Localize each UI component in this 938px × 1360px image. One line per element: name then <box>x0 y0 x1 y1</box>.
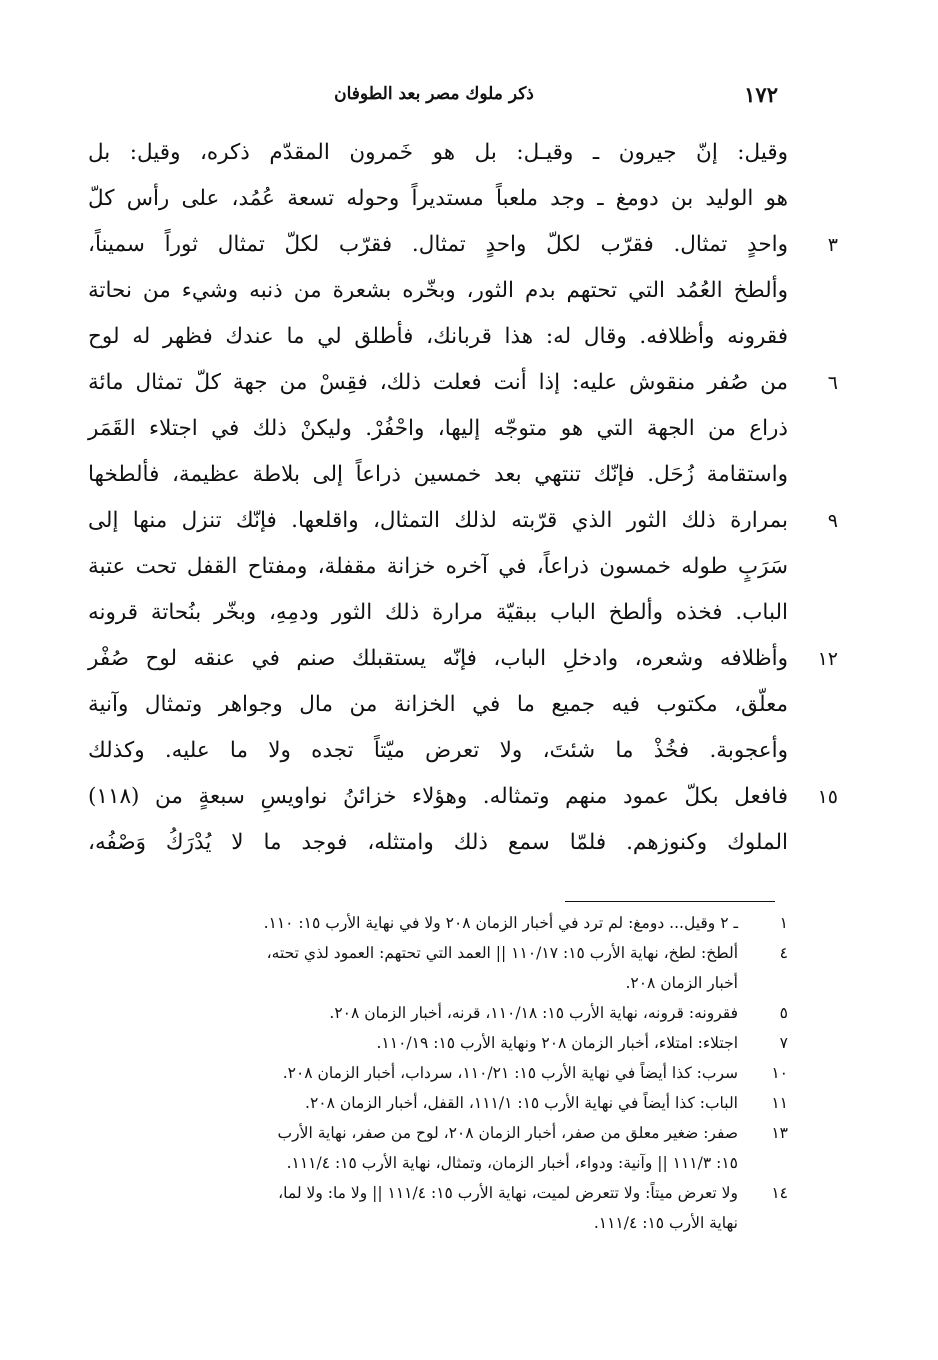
page-header <box>90 82 778 110</box>
footnote-number: ١٤ <box>771 1184 788 1202</box>
main-text <box>88 130 838 866</box>
text-line <box>88 268 788 314</box>
footnote-number: ٧ <box>779 1034 788 1052</box>
line-text: واحدٍ تمثال. فقرّب لكلّ واحدٍ تمثال. فقرّب لكلّ تمثال ثوراً سميناً، <box>88 232 788 257</box>
line-text: بمرارة ذلك الثور الذي قرّبته لذلك التمثال، واقلعها. فإنّك تنزل منها إلى <box>88 508 788 533</box>
text-line <box>88 774 838 820</box>
running-title: ذكر ملوك مصر بعد الطوفان <box>334 84 534 104</box>
text-line <box>88 176 788 222</box>
footnote-text: اجتلاء: امتلاء، أخبار الزمان ٢٠٨ ونهاية الأرب ١٥: ١١٠/١٩. <box>376 1034 738 1052</box>
footnote <box>88 908 788 938</box>
footnote-text: أخبار الزمان ٢٠٨. <box>625 974 738 992</box>
footnote-text: الباب: كذا أيضاً في نهاية الأرب ١٥: ١١١/١، القفل، أخبار الزمان ٢٠٨. <box>305 1094 738 1112</box>
text-line <box>88 222 838 268</box>
text-line <box>88 636 838 682</box>
line-text: فقرونه وأظلافه. وقال له: هذا قربانك، فأطلق لي ما عندك فظهر له لوح <box>88 324 788 349</box>
footnote-text: سرب: كذا أيضاً في نهاية الأرب ١٥: ١١٠/٢١، سرداب، أخبار الزمان ٢٠٨. <box>282 1064 738 1082</box>
footnote-number: ١١ <box>771 1094 788 1112</box>
text-line <box>88 360 838 406</box>
line-number: ١٥ <box>817 786 838 808</box>
footnote <box>88 938 788 998</box>
line-text: وألطخ العُمُد التي تحتهم بدم الثور، وبخّره بشعرة من ذنبه وشيء من نحاتة <box>88 278 788 303</box>
line-number: ٣ <box>827 234 838 256</box>
line-text: وأعجوبة. فخُذْ ما شئتَ، ولا تعرض ميّتاً تجده ولا ما عليه. وكذلك <box>88 738 788 763</box>
footnotes <box>88 908 788 1238</box>
footnote <box>88 1178 788 1238</box>
line-text: وأظلافه وشعره، وادخلِ الباب، فإنّه يستقبلك صنم في عنقه لوح صُفْر <box>88 646 788 671</box>
line-text: من صُفر منقوش عليه: إذا أنت فعلت ذلك، فقِسْ من جهة كلّ تمثال مائة <box>88 370 788 395</box>
footnote-text: ١٥: ١١١/٣ || وآنية: ودواء، أخبار الزمان، وتمثال، نهاية الأرب ١٥: ١١١/٤. <box>286 1154 738 1172</box>
footnote-number: ٤ <box>779 944 788 962</box>
text-line <box>88 544 788 590</box>
footnote <box>88 1118 788 1178</box>
line-text: الملوك وكنوزهم. فلمّا سمع ذلك وامتثله، فوجد ما لا يُدْرَكُ وَصْفُه، <box>88 830 788 855</box>
text-line <box>88 820 788 866</box>
text-line <box>88 406 788 452</box>
footnote <box>88 1058 788 1088</box>
footnote-number: ١٠ <box>771 1064 788 1082</box>
line-text: معلّق، مكتوب فيه جميع ما في الخزانة من مال وجواهر وتمثال وآنية <box>88 692 788 717</box>
footnote <box>88 998 788 1028</box>
footnote <box>88 1028 788 1058</box>
line-number: ١٢ <box>817 648 838 670</box>
footnote-number: ١ <box>779 914 788 932</box>
footnote-text: ـ ٢ وقيل... دومغ: لم ترد في أخبار الزمان ٢٠٨ ولا في نهاية الأرب ١٥: ١١٠. <box>263 914 738 932</box>
text-line <box>88 314 788 360</box>
line-text: فافعل بكلّ عمود منهم وتمثاله. وهؤلاء خزائنُ نواويسِ سبعةٍ من (١١٨) <box>88 784 788 809</box>
footnote-text: ولا تعرض ميتاً: ولا تتعرض لميت، نهاية الأرب ١٥: ١١١/٤ || ولا ما: ولا لما، <box>278 1184 738 1202</box>
text-line <box>88 728 788 774</box>
page-number: ١٧٢ <box>744 82 778 107</box>
text-line <box>88 682 788 728</box>
footnote <box>88 1088 788 1118</box>
footnote-text: نهاية الأرب ١٥: ١١١/٤. <box>593 1214 738 1232</box>
line-number: ٩ <box>827 510 838 532</box>
footnote-text: ألطخ: لطخ، نهاية الأرب ١٥: ١١٠/١٧ || العمد التي تحتهم: العمود لذي تحته، <box>266 944 738 962</box>
footnote-text: فقرونه: قرونه، نهاية الأرب ١٥: ١١٠/١٨، قرنه، أخبار الزمان ٢٠٨. <box>329 1004 738 1022</box>
line-text: الباب. فخذه وألطخ الباب ببقيّة مرارة ذلك الثور ودمِهِ، وبخّر بنُحاتة قرونه <box>88 600 788 625</box>
text-line <box>88 452 788 498</box>
line-number: ٦ <box>827 372 838 394</box>
line-text: واستقامة زُحَل. فإنّك تنتهي بعد خمسين ذراعاً إلى بلاطة عظيمة، فألطخها <box>88 462 788 487</box>
text-line <box>88 590 788 636</box>
text-line <box>88 498 838 544</box>
line-text: هو الوليد بن دومغ ـ وجد ملعباً مستديراً وحوله تسعة عُمُد، على رأس كلّ <box>88 186 788 211</box>
line-text: وقيل: إنّ جيرون ـ وقيـل: بل هو خَمرون المقدّم ذكره، وقيل: بل <box>88 140 788 165</box>
footnote-text: صفر: ضغير معلق من صفر، أخبار الزمان ٢٠٨، لوح من صفر، نهاية الأرب <box>277 1124 738 1142</box>
line-text: ذراع من الجهة التي هو متوجّه إليها، واحْفُرْ. وليكنْ ذلك في اجتلاء القَمَر <box>88 416 788 441</box>
footnote-number: ١٣ <box>771 1124 788 1142</box>
text-line <box>88 130 788 176</box>
footnote-number: ٥ <box>779 1004 788 1022</box>
footnote-divider <box>565 901 775 902</box>
line-text: سَرَبٍ طوله خمسون ذراعاً، في آخره خزانة مقفلة، ومفتاح القفل تحت عتبة <box>88 554 788 579</box>
